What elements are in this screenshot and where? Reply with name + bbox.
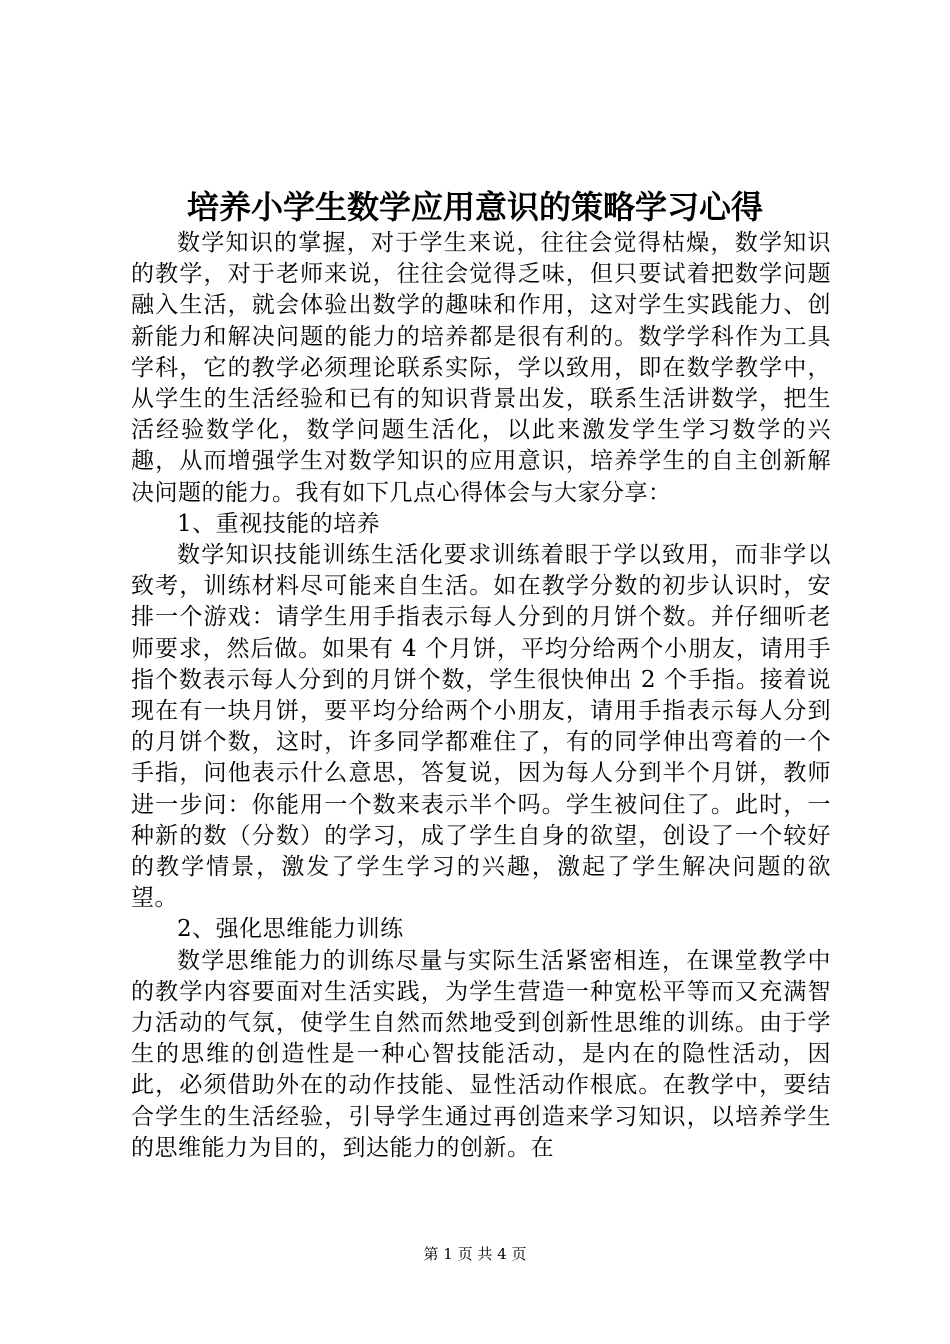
body-paragraph: 数学知识技能训练生活化要求训练着眼于学以致用，而非学以致考，训练材料尽可能来自生活。如在教学分数的初步认识时，安排一个游戏：请学生用手指表示每人分到的月饼个数。并仔细听老师要求，然后做。如果有 4 个月饼，平均分给两个小朋友，请用手指个数表示每人分到的月饼个数，学生很快伸出 2 个手指。接着说现在有一块月饼，要平均分给两个小朋友，请用手指表示每人分到的月饼个数，这时，许多同学都难住了，有的同学伸出弯着的一个手指，问他表示什么意思，答复说，因为每人分到半个月饼，教师进一步问：你能用一个数来表示半个吗。学生被问住了。此时，一种新的数（分数）的学习，成了学生自身的欲望，创设了一个较好的教学情景，激发了学生学习的兴趣，激起了学生解决问题的欲望。 — [131, 542, 831, 912]
document-title: 培养小学生数学应用意识的策略学习心得 — [186, 188, 763, 226]
page-number-footer: 第 1 页 共 4 页 — [423, 1245, 527, 1263]
body-paragraph: 数学思维能力的训练尽量与实际生活紧密相连，在课堂教学中的教学内容要面对生活实践，为学生营造一种宽松平等而又充满智力活动的气氛，使学生自然而然地受到创新性思维的训练。由于学生的思维的创造性是一种心智技能活动，是内在的隐性活动，因此，必须借助外在的动作技能、显性活动作根底。在教学中，要结合学生的生活经验，引导学生通过再创造来学习知识，以培养学生的思维能力为目的，到达能力的创新。在 — [131, 947, 831, 1161]
section-heading: 2、强化思维能力训练 — [177, 916, 404, 943]
document-body — [131, 228, 831, 1164]
section-heading: 1、重视技能的培养 — [177, 510, 381, 537]
body-paragraph: 数学知识的掌握，对于学生来说，往往会觉得枯燥，数学知识的教学，对于老师来说，往往会觉得乏味，但只要试着把数学问题融入生活，就会体验出数学的趣味和作用，这对学生实践能力、创新能力和解决问题的能力的培养都是很有利的。数学学科作为工具学科，它的教学必须理论联系实际，学以致用，即在数学教学中，从学生的生活经验和已有的知识背景出发，联系生活讲数学，把生活经验数学化，数学问题生活化，以此来激发学生学习数学的兴趣，从而增强学生对数学知识的应用意识，培养学生的自主创新解决问题的能力。我有如下几点心得体会与大家分享： — [131, 230, 831, 506]
